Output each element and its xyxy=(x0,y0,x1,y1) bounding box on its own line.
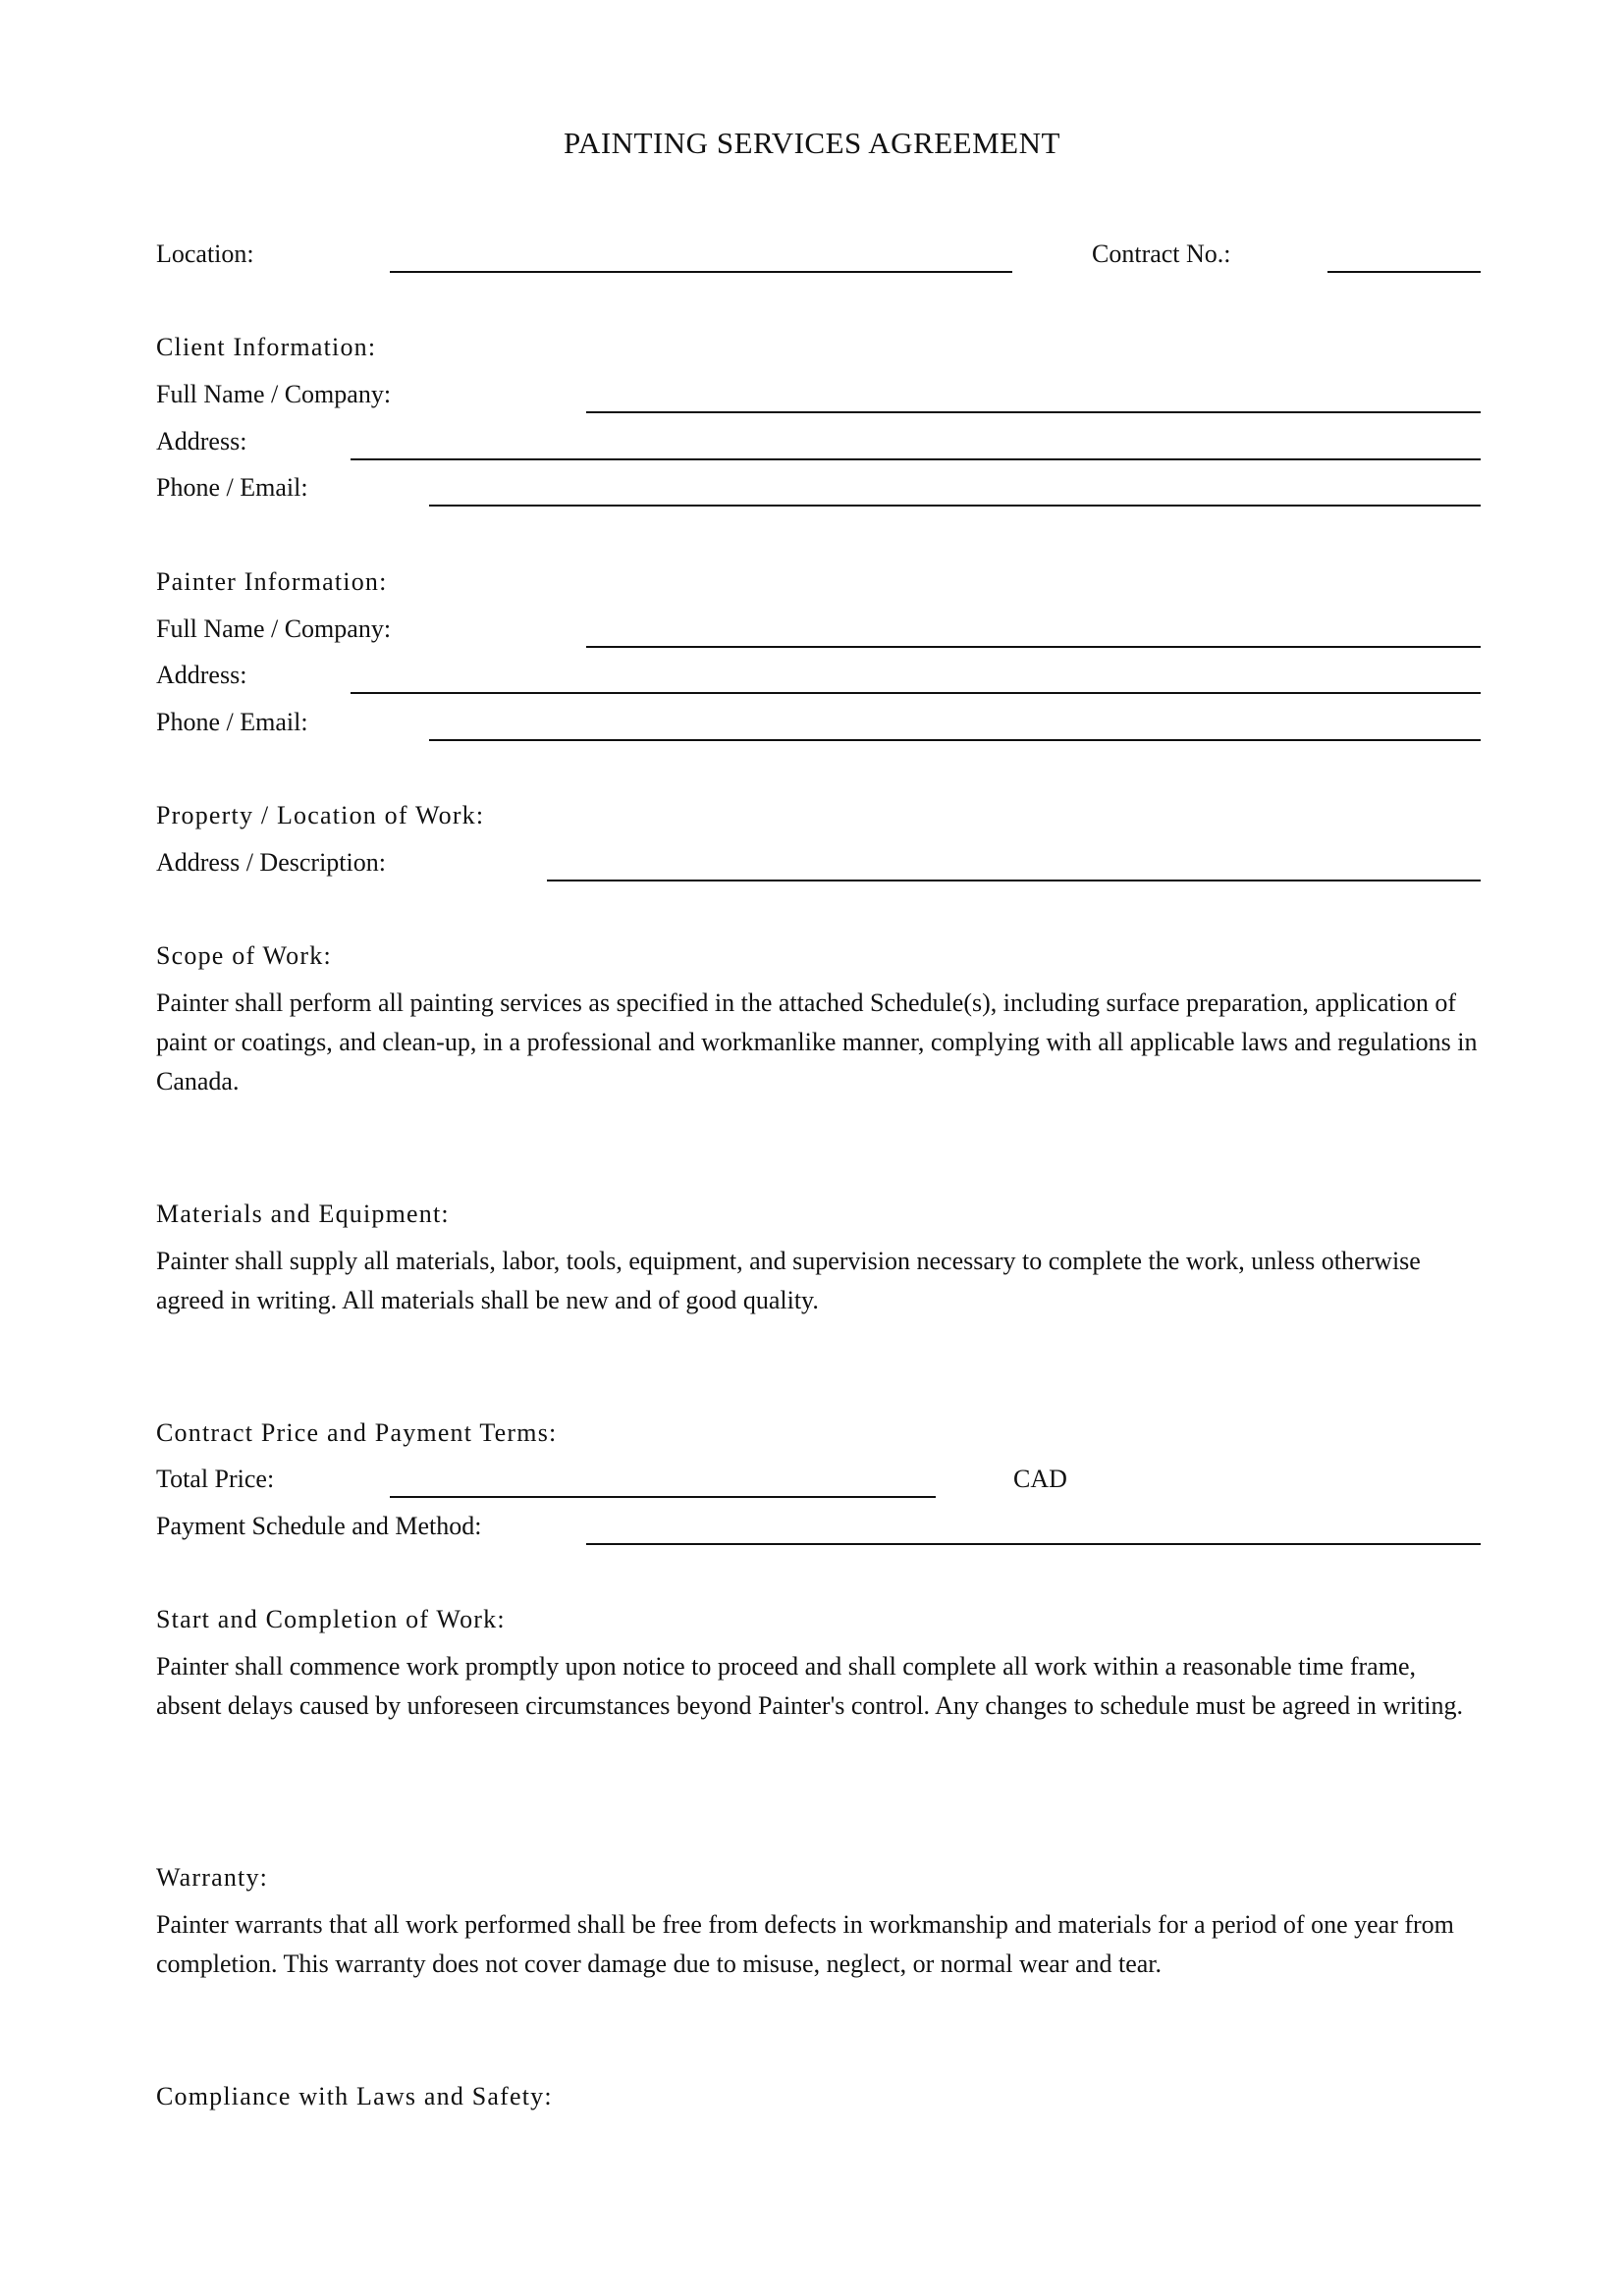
materials-heading: Materials and Equipment: xyxy=(156,1200,450,1228)
total-price-label: Total Price: xyxy=(156,1465,275,1493)
property-heading: Property / Location of Work: xyxy=(156,801,485,829)
warranty-body: Painter warrants that all work performed shall be free from defects in workmanship and materials for a period of one year from completion. This warranty does not cover damage due to misuse, neglect, or normal wear and tear. xyxy=(156,1910,1454,1978)
property-address-label: Address / Description: xyxy=(156,848,386,877)
client-address-field-line[interactable] xyxy=(351,458,1481,460)
painter-name-label: Full Name / Company: xyxy=(156,614,392,643)
scope-heading: Scope of Work: xyxy=(156,941,332,970)
currency-label: CAD xyxy=(1013,1465,1067,1493)
payment-schedule-label: Payment Schedule and Method: xyxy=(156,1512,482,1540)
price-heading: Contract Price and Payment Terms: xyxy=(156,1418,558,1447)
timing-heading: Start and Completion of Work: xyxy=(156,1605,506,1633)
painter-info-heading: Painter Information: xyxy=(156,567,388,596)
painter-address-label: Address: xyxy=(156,661,247,689)
client-name-field-line[interactable] xyxy=(586,411,1481,413)
materials-body: Painter shall supply all materials, labor, tools, equipment, and supervision necessary to complete the work, unless otherwise agreed in writing. All materials shall be new and of good quality. xyxy=(156,1247,1421,1314)
timing-body: Painter shall commence work promptly upon notice to proceed and shall complete all work within a reasonable time frame, absent delays caused by unforeseen circumstances beyond Painter's control. Any changes to schedule must be agreed in writing. xyxy=(156,1652,1464,1720)
scope-body: Painter shall perform all painting services as specified in the attached Schedule(s), including surface preparation, application of paint or coatings, and clean-up, in a professional and workmanlike manner, complying with all applicable laws and regulations in Canada. xyxy=(156,988,1478,1095)
document-title: PAINTING SERVICES AGREEMENT xyxy=(564,126,1060,160)
contract-no-field-line[interactable] xyxy=(1327,271,1481,273)
location-field-line[interactable] xyxy=(390,271,1012,273)
warranty-heading: Warranty: xyxy=(156,1863,269,1892)
client-contact-field-line[interactable] xyxy=(429,505,1481,507)
painter-address-field-line[interactable] xyxy=(351,692,1481,694)
client-name-label: Full Name / Company: xyxy=(156,380,392,408)
payment-schedule-field-line[interactable] xyxy=(586,1543,1481,1545)
client-contact-label: Phone / Email: xyxy=(156,473,308,502)
painter-name-field-line[interactable] xyxy=(586,646,1481,648)
painter-contact-label: Phone / Email: xyxy=(156,708,308,736)
total-price-field-line[interactable] xyxy=(390,1496,936,1498)
compliance-heading: Compliance with Laws and Safety: xyxy=(156,2082,553,2110)
client-address-label: Address: xyxy=(156,427,247,455)
location-label: Location: xyxy=(156,240,254,268)
client-info-heading: Client Information: xyxy=(156,333,377,361)
contract-no-label: Contract No.: xyxy=(1092,240,1231,268)
painter-contact-field-line[interactable] xyxy=(429,739,1481,741)
property-address-field-line[interactable] xyxy=(547,880,1481,881)
